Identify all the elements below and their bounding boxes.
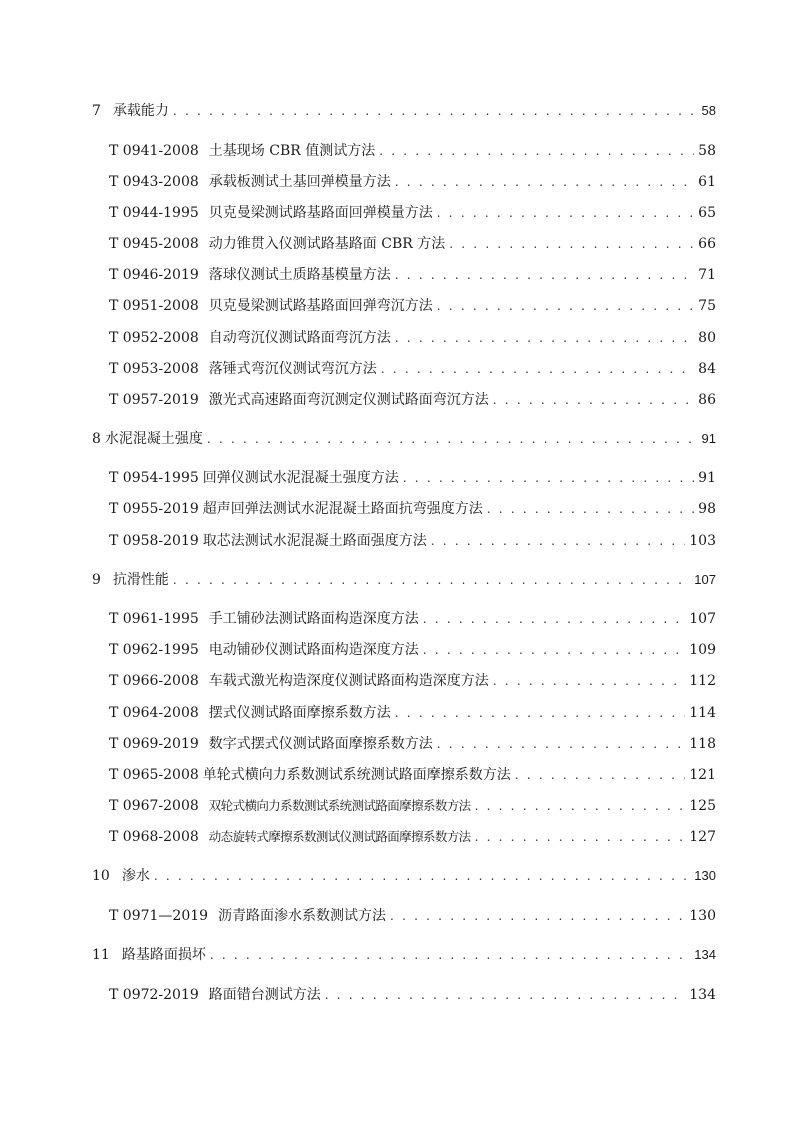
page-number: 125: [689, 798, 716, 814]
toc-entry[interactable]: [109, 203, 716, 223]
method-code: T 0941-2008: [109, 143, 199, 159]
dot-leader: [173, 101, 698, 121]
page-number: 114: [689, 705, 716, 721]
toc-entry[interactable]: [109, 765, 716, 785]
dot-leader: [487, 499, 694, 519]
method-code: T 0951-2008: [109, 298, 199, 314]
page-number: 61: [698, 174, 716, 190]
method-code: T 0966-2008: [109, 673, 199, 689]
method-code: T 0961-1995: [109, 611, 199, 627]
method-code: T 0946-2019: [109, 267, 199, 283]
method-code: T 0955-2019: [109, 501, 199, 517]
page-number: 112: [689, 673, 716, 689]
page-number: 71: [698, 267, 716, 283]
dot-leader: [210, 945, 690, 965]
entry-title: 摆式仪测试路面摩擦系数方法: [208, 705, 391, 721]
entry-title: 激光式高速路面弯沉测定仪测试路面弯沉方法: [208, 392, 489, 408]
toc-entry[interactable]: [109, 390, 716, 410]
entry-title: 贝克曼梁测试路基路面回弹模量方法: [208, 205, 433, 221]
toc-entry[interactable]: [109, 296, 716, 316]
toc-entry[interactable]: [109, 734, 716, 754]
toc-entry[interactable]: [109, 141, 716, 161]
method-code: T 0943-2008: [109, 174, 199, 190]
entry-title: 动力锥贯入仪测试路基路面 CBR 方法: [208, 236, 446, 252]
method-code: T 0945-2008: [109, 236, 199, 252]
page-number: 127: [689, 829, 716, 845]
chapter-number: 10: [92, 868, 110, 884]
toc-chapter-8[interactable]: [92, 429, 716, 449]
page-number: 130: [694, 868, 716, 883]
page-number: 134: [689, 987, 716, 1003]
dot-leader: [493, 390, 694, 410]
dot-leader: [423, 609, 685, 629]
entry-title: 回弹仪测试水泥混凝土强度方法: [202, 470, 399, 486]
entry-title: 贝克曼梁测试路基路面回弹弯沉方法: [208, 298, 433, 314]
toc-entry[interactable]: [109, 796, 716, 816]
page-number: 109: [689, 642, 716, 658]
method-code: T 0962-1995: [109, 642, 199, 658]
page-number: 65: [698, 205, 716, 221]
chapter-number: 9: [92, 572, 101, 588]
page-number: 84: [698, 361, 716, 377]
page-number: 103: [689, 533, 716, 549]
dot-leader: [475, 796, 686, 816]
chapter-number: 8: [92, 431, 101, 447]
toc-chapter-11[interactable]: [92, 945, 716, 965]
page-number: 107: [689, 611, 716, 627]
chapter-title: 路基路面损坏: [121, 947, 206, 963]
toc-entry[interactable]: [109, 671, 716, 691]
method-code: T 0957-2019: [109, 392, 199, 408]
dot-leader: [395, 328, 694, 348]
page-number: 91: [701, 431, 716, 446]
dot-leader: [437, 203, 694, 223]
dot-leader: [493, 671, 685, 691]
dot-leader: [437, 296, 694, 316]
method-code: T 0953-2008: [109, 361, 199, 377]
toc-entry[interactable]: [109, 640, 716, 660]
toc-entry[interactable]: [109, 265, 716, 285]
toc-entry[interactable]: [109, 703, 716, 723]
dot-leader: [207, 429, 698, 449]
entry-title: 车载式激光构造深度仪测试路面构造深度方法: [208, 673, 489, 689]
entry-title: 动态旋转式摩擦系数测试仪测试路面摩擦系数方法: [208, 829, 471, 844]
dot-leader: [395, 172, 694, 192]
dot-leader: [515, 765, 685, 785]
entry-title: 落球仪测试土质路基模量方法: [208, 267, 391, 283]
entry-title: 数字式摆式仪测试路面摩擦系数方法: [208, 736, 433, 752]
entry-title: 取芯法测试水泥混凝土路面强度方法: [202, 533, 427, 549]
toc-entry[interactable]: [109, 609, 716, 629]
method-code: T 0944-1995: [109, 205, 199, 221]
page-number: 58: [701, 103, 716, 118]
toc-entry[interactable]: [109, 172, 716, 192]
chapter-title: 渗水: [121, 868, 150, 884]
page-number: 118: [689, 736, 716, 752]
chapter-number: 7: [92, 103, 101, 119]
page-number: 80: [698, 330, 716, 346]
method-code: T 0967-2008: [109, 798, 199, 814]
entry-title: 电动铺砂仪测试路面构造深度方法: [208, 642, 419, 658]
dot-leader: [437, 734, 685, 754]
toc-entry[interactable]: [109, 531, 716, 551]
method-code: T 0972-2019: [109, 987, 199, 1003]
method-code: T 0965-2008: [109, 767, 199, 783]
entry-title: 沥青路面渗水系数测试方法: [218, 908, 387, 924]
page-number: 58: [698, 143, 716, 159]
method-code: T 0964-2008: [109, 705, 199, 721]
method-code: T 0968-2008: [109, 829, 199, 845]
entry-title: 路面错台测试方法: [208, 987, 321, 1003]
page-number: 75: [698, 298, 716, 314]
entry-title: 双轮式横向力系数测试系统测试路面摩擦系数方法: [208, 798, 471, 813]
dot-leader: [381, 359, 694, 379]
toc-chapter-9[interactable]: [92, 570, 716, 590]
entry-title: 自动弯沉仪测试路面弯沉方法: [208, 330, 391, 346]
method-code: T 0958-2019: [109, 533, 199, 549]
dot-leader: [154, 866, 690, 886]
toc-entry[interactable]: [109, 468, 716, 488]
entry-title: 手工铺砂法测试路面构造深度方法: [208, 611, 419, 627]
toc-chapter-7[interactable]: [92, 101, 716, 121]
dot-leader: [379, 141, 694, 161]
dot-leader: [449, 234, 694, 254]
toc-entry[interactable]: [109, 499, 716, 519]
method-code: T 0969-2019: [109, 736, 199, 752]
chapter-number: 11: [92, 947, 110, 963]
chapter-title: 抗滑性能: [112, 572, 169, 588]
page-number: 107: [694, 572, 716, 587]
page-number: 91: [698, 470, 716, 486]
entry-title: 落锤式弯沉仪测试弯沉方法: [208, 361, 377, 377]
dot-leader: [475, 827, 686, 847]
method-code: T 0954-1995: [109, 470, 199, 486]
dot-leader: [173, 570, 690, 590]
page-number: 134: [694, 947, 716, 962]
dot-leader: [395, 703, 685, 723]
dot-leader: [423, 640, 685, 660]
entry-title: 超声回弹法测试水泥混凝土路面抗弯强度方法: [202, 501, 483, 517]
toc-entry[interactable]: [109, 985, 716, 1005]
page-number: 86: [698, 392, 716, 408]
chapter-title: 水泥混凝土强度: [104, 431, 203, 447]
toc-entry[interactable]: [109, 234, 716, 254]
toc-entry[interactable]: [109, 827, 716, 847]
dot-leader: [431, 531, 685, 551]
page-number: 130: [689, 908, 716, 924]
method-code: T 0952-2008: [109, 330, 199, 346]
toc-entry[interactable]: [109, 906, 716, 926]
dot-leader: [325, 985, 685, 1005]
toc-chapter-10[interactable]: [92, 866, 716, 886]
chapter-title: 承载能力: [112, 103, 169, 119]
dot-leader: [390, 906, 685, 926]
dot-leader: [403, 468, 694, 488]
dot-leader: [395, 265, 694, 285]
entry-title: 承载板测试土基回弹模量方法: [208, 174, 391, 190]
toc-entry[interactable]: [109, 328, 716, 348]
page-number: 98: [698, 501, 716, 517]
page-number: 66: [698, 236, 716, 252]
method-code: T 0971—2019: [109, 908, 209, 924]
entry-title: 土基现场 CBR 值测试方法: [208, 143, 376, 159]
page-number: 121: [689, 767, 716, 783]
toc-entry[interactable]: [109, 359, 716, 379]
entry-title: 单轮式横向力系数测试系统测试路面摩擦系数方法: [202, 767, 511, 783]
